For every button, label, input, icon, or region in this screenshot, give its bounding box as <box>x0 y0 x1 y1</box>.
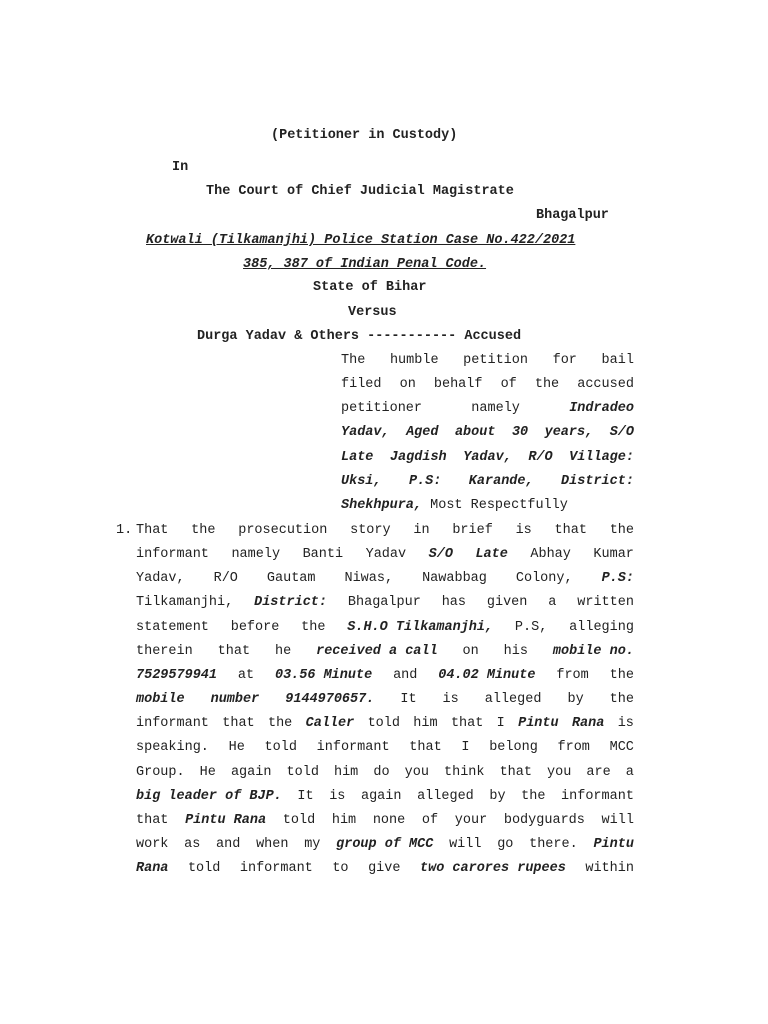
word: P.S: <box>408 473 442 489</box>
word: District: <box>561 473 634 489</box>
text-line <box>136 789 634 805</box>
word: Pintu <box>593 836 634 852</box>
word: that <box>222 716 255 732</box>
word: brief <box>452 523 493 538</box>
word: R/O <box>528 449 553 465</box>
word: Yadav, <box>136 571 185 587</box>
word: Yadav, <box>341 425 390 441</box>
word: in <box>413 523 430 538</box>
word: Pintu <box>518 716 559 732</box>
word: group of MCC <box>336 836 434 852</box>
word: Yadav, <box>463 449 512 465</box>
word: before <box>230 619 280 635</box>
word: is <box>617 716 634 732</box>
word: of <box>500 377 517 393</box>
word: big leader of BJP. <box>136 788 282 804</box>
word: Abhay <box>530 547 571 563</box>
text-line <box>136 571 634 587</box>
word: Tilkamanjhi, <box>136 595 234 611</box>
word: is <box>515 523 532 538</box>
word: namely <box>231 547 281 563</box>
text-line <box>136 837 634 853</box>
word: a <box>548 595 557 611</box>
word: the <box>301 619 326 635</box>
word: Aged <box>406 425 439 441</box>
text-line <box>341 474 634 490</box>
word: that <box>499 764 532 780</box>
word: 7529579941 <box>136 667 218 683</box>
word: two carores rupees <box>420 861 566 877</box>
word: will <box>601 812 634 828</box>
word: Rana <box>571 716 605 732</box>
word: my <box>304 836 321 852</box>
text-line <box>136 523 634 539</box>
word: you <box>547 764 572 780</box>
word: namely <box>471 401 520 417</box>
ipc-sections: 385, 387 of Indian Penal Code. <box>243 257 487 272</box>
word: given <box>486 595 528 611</box>
word: within <box>585 861 634 877</box>
word: that <box>217 643 251 659</box>
word: bodyguards <box>503 812 585 828</box>
word: bail <box>601 353 634 368</box>
word: It <box>297 788 314 804</box>
word: That <box>136 523 169 538</box>
text-line <box>341 498 568 514</box>
word: told <box>187 861 221 877</box>
word: that <box>409 740 442 756</box>
word: R/O <box>213 571 238 587</box>
word: Rana <box>136 861 169 877</box>
word: that <box>136 812 169 828</box>
word: Colony, <box>515 571 573 587</box>
word: petition <box>463 353 528 368</box>
word: the <box>609 667 634 683</box>
word: from <box>556 667 589 683</box>
word: years, <box>544 425 594 441</box>
text-line <box>341 401 634 417</box>
word: informant <box>316 740 390 756</box>
text-line <box>136 668 634 684</box>
word: alleged <box>417 788 474 804</box>
word: go <box>497 836 514 852</box>
word: informant <box>136 716 209 732</box>
word: of <box>421 812 439 828</box>
word: him <box>331 812 357 828</box>
word: received a call <box>316 643 438 659</box>
word: Niwas, <box>344 571 394 587</box>
word: the <box>609 692 634 708</box>
word: that <box>554 523 587 538</box>
word: Group. <box>136 764 185 780</box>
word: filed <box>341 377 382 393</box>
word: told <box>367 716 400 732</box>
word: S/O <box>609 425 634 441</box>
versus-label: Versus <box>348 305 397 320</box>
word: humble <box>389 353 439 368</box>
word: Shekhpura, <box>341 497 423 513</box>
word: story <box>350 523 391 538</box>
word: and <box>216 836 241 852</box>
word: on <box>462 643 479 659</box>
word: Kumar <box>593 547 634 563</box>
word: he <box>274 643 292 659</box>
text-line <box>136 861 634 877</box>
word: none <box>372 812 406 828</box>
word: Gautam <box>266 571 316 587</box>
word: He <box>199 764 216 780</box>
word: told <box>282 812 316 828</box>
word: Village: <box>569 449 634 465</box>
word: alleged <box>484 692 542 708</box>
word: therein <box>136 643 193 659</box>
text-line <box>341 377 634 393</box>
text-line <box>136 740 634 756</box>
word: on <box>399 377 416 393</box>
word: prosecution <box>238 523 328 538</box>
word: mobile <box>136 692 185 708</box>
word: I <box>496 716 505 732</box>
word: S.H.O Tilkamanjhi, <box>347 619 494 635</box>
word: you <box>404 764 429 780</box>
word: 04.02 Minute <box>438 667 536 683</box>
word: the <box>534 377 560 393</box>
word: informant <box>136 547 209 563</box>
word: him <box>333 764 359 780</box>
text-line <box>136 620 634 636</box>
word: Banti <box>302 547 344 563</box>
word: the <box>267 716 293 732</box>
in-label: In <box>172 160 189 175</box>
word: Indradeo <box>569 401 634 417</box>
word: his <box>503 643 528 659</box>
word: a <box>625 764 634 780</box>
word: speaking. <box>136 740 209 756</box>
text-line <box>136 692 634 708</box>
word: the <box>609 523 634 538</box>
word: the <box>191 523 216 538</box>
word: will <box>449 836 482 852</box>
word: behalf <box>433 377 483 393</box>
text-line <box>136 716 634 732</box>
text-line <box>341 450 634 466</box>
text-line <box>136 547 634 563</box>
accused-line: Durga Yadav & Others ----------- Accused <box>197 329 522 344</box>
text-line <box>136 644 634 660</box>
word: It <box>400 692 417 708</box>
word: are <box>586 764 611 780</box>
word: is <box>442 692 459 708</box>
word: The <box>341 353 366 368</box>
state-name: State of Bihar <box>313 280 427 295</box>
word: 9144970657. <box>285 692 375 708</box>
word: told <box>264 740 297 756</box>
word: P.S: <box>601 571 634 587</box>
word: is <box>329 788 346 804</box>
word: 03.56 Minute <box>274 667 373 683</box>
case-number: Kotwali (Tilkamanjhi) Police Station Case No.422/2021 <box>146 233 576 248</box>
word: again <box>230 764 272 780</box>
word: Bhagalpur <box>347 595 421 611</box>
word: Late <box>475 547 508 563</box>
para-number: 1. <box>116 523 133 538</box>
word: District: <box>254 595 328 611</box>
custody-note: (Petitioner in Custody) <box>271 128 458 143</box>
text-line <box>341 425 634 441</box>
word: think <box>444 764 485 780</box>
word: number <box>210 692 260 708</box>
word: there. <box>529 836 578 852</box>
word: P.S, <box>514 619 548 635</box>
word: Late <box>341 449 374 465</box>
word: Most <box>422 497 463 513</box>
word: mobile no. <box>552 643 634 659</box>
word: I <box>461 740 470 756</box>
word: when <box>256 836 289 852</box>
word: from <box>557 740 590 756</box>
word: Karande, <box>468 473 534 489</box>
word: about <box>454 425 496 441</box>
word: MCC <box>609 740 634 756</box>
word: S/O <box>428 547 453 563</box>
court-title: The Court of Chief Judicial Magistrate <box>206 184 514 199</box>
word: Respectfully <box>462 497 568 513</box>
word: informant <box>561 788 634 804</box>
word: the <box>521 788 546 804</box>
word: Pintu Rana <box>185 812 267 828</box>
word: belong <box>489 740 538 756</box>
word: by <box>567 692 584 708</box>
word: written <box>577 595 634 611</box>
word: do <box>373 764 390 780</box>
word: accused <box>577 377 634 393</box>
word: has <box>441 595 466 611</box>
word: for <box>552 353 577 368</box>
word: Caller <box>305 716 355 732</box>
word: by <box>489 788 506 804</box>
text-line <box>136 595 634 611</box>
word: give <box>368 861 401 877</box>
word: again <box>360 788 402 804</box>
text-line <box>136 813 634 829</box>
word: told <box>286 764 319 780</box>
word: Nawabbag <box>422 571 487 587</box>
word: work <box>136 836 169 852</box>
word: statement <box>136 619 209 635</box>
word: as <box>184 836 201 852</box>
word: Uksi, <box>341 473 382 489</box>
word: that <box>450 716 484 732</box>
word: He <box>228 740 245 756</box>
word: 30 <box>511 425 529 441</box>
word: Yadav <box>365 547 407 563</box>
word: alleging <box>569 619 634 635</box>
word: him <box>413 716 438 732</box>
word: petitioner <box>341 401 423 417</box>
text-line <box>341 353 634 369</box>
word: your <box>454 812 488 828</box>
word: at <box>237 667 255 683</box>
word: to <box>332 861 349 877</box>
word: and <box>393 667 418 683</box>
word: informant <box>239 861 313 877</box>
court-place: Bhagalpur <box>536 208 609 223</box>
word: Jagdish <box>389 449 447 465</box>
text-line <box>136 765 634 781</box>
